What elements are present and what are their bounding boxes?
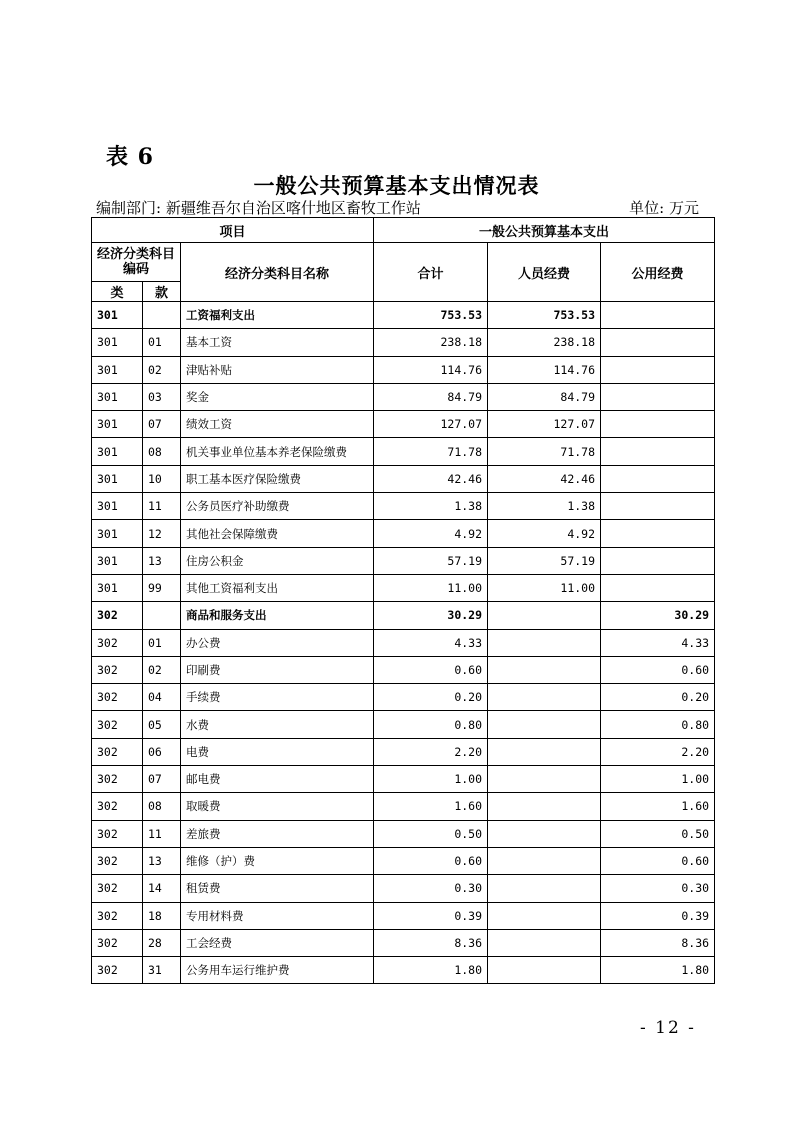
cell-personnel: 4.92 (488, 520, 601, 547)
cell-public (601, 302, 715, 329)
cell-name: 基本工资 (181, 329, 374, 356)
cell-personnel (488, 656, 601, 683)
cell-total: 0.80 (374, 711, 488, 738)
table-row (92, 929, 715, 956)
cell-name: 租赁费 (181, 875, 374, 902)
cell-total: 1.00 (374, 766, 488, 793)
cell-kuan: 04 (143, 684, 181, 711)
cell-lei: 302 (92, 820, 143, 847)
cell-personnel: 238.18 (488, 329, 601, 356)
cell-personnel: 753.53 (488, 302, 601, 329)
table-row (92, 329, 715, 356)
header-row-top (92, 218, 715, 243)
cell-personnel: 114.76 (488, 356, 601, 383)
cell-total: 57.19 (374, 547, 488, 574)
cell-public: 30.29 (601, 602, 715, 629)
cell-public (601, 574, 715, 601)
header-public: 公用经费 (601, 243, 715, 302)
cell-lei: 301 (92, 520, 143, 547)
table-row (92, 493, 715, 520)
table-row (92, 820, 715, 847)
cell-kuan: 11 (143, 493, 181, 520)
cell-name: 工资福利支出 (181, 302, 374, 329)
cell-kuan: 06 (143, 738, 181, 765)
cell-public (601, 411, 715, 438)
cell-name: 津贴补贴 (181, 356, 374, 383)
cell-kuan: 01 (143, 329, 181, 356)
cell-name: 其他社会保障缴费 (181, 520, 374, 547)
cell-personnel (488, 847, 601, 874)
table-row (92, 356, 715, 383)
cell-personnel (488, 957, 601, 984)
cell-kuan: 08 (143, 793, 181, 820)
cell-name: 专用材料费 (181, 902, 374, 929)
cell-personnel: 42.46 (488, 465, 601, 492)
cell-lei: 301 (92, 383, 143, 410)
cell-total: 71.78 (374, 438, 488, 465)
cell-public: 1.00 (601, 766, 715, 793)
cell-public: 0.30 (601, 875, 715, 902)
cell-kuan: 11 (143, 820, 181, 847)
cell-lei: 302 (92, 957, 143, 984)
cell-kuan: 99 (143, 574, 181, 601)
header-row-main (92, 243, 715, 282)
cell-public (601, 438, 715, 465)
cell-name: 取暖费 (181, 793, 374, 820)
cell-kuan: 01 (143, 629, 181, 656)
cell-lei: 301 (92, 574, 143, 601)
table-row (92, 602, 715, 629)
cell-kuan: 07 (143, 766, 181, 793)
cell-total: 4.92 (374, 520, 488, 547)
cell-lei: 302 (92, 684, 143, 711)
cell-total: 238.18 (374, 329, 488, 356)
cell-kuan: 12 (143, 520, 181, 547)
cell-name: 机关事业单位基本养老保险缴费 (181, 438, 374, 465)
table-row (92, 766, 715, 793)
cell-personnel: 1.38 (488, 493, 601, 520)
table-row (92, 302, 715, 329)
cell-total: 1.80 (374, 957, 488, 984)
cell-lei: 302 (92, 656, 143, 683)
cell-personnel: 11.00 (488, 574, 601, 601)
cell-personnel (488, 875, 601, 902)
cell-public: 2.20 (601, 738, 715, 765)
table-row (92, 465, 715, 492)
cell-lei: 302 (92, 629, 143, 656)
cell-name: 公务员医疗补助缴费 (181, 493, 374, 520)
cell-name: 公务用车运行维护费 (181, 957, 374, 984)
cell-total: 753.53 (374, 302, 488, 329)
cell-total: 42.46 (374, 465, 488, 492)
cell-public: 0.39 (601, 902, 715, 929)
page-number: - 12 - (640, 1018, 696, 1038)
cell-total: 0.20 (374, 684, 488, 711)
cell-kuan: 13 (143, 547, 181, 574)
cell-lei: 302 (92, 738, 143, 765)
header-total: 合计 (374, 243, 488, 302)
cell-name: 邮电费 (181, 766, 374, 793)
cell-total: 0.30 (374, 875, 488, 902)
cell-personnel (488, 602, 601, 629)
cell-name: 住房公积金 (181, 547, 374, 574)
cell-name: 工会经费 (181, 929, 374, 956)
cell-personnel (488, 629, 601, 656)
header-personnel: 人员经费 (488, 243, 601, 302)
header-item: 项目 (92, 218, 374, 243)
cell-kuan: 31 (143, 957, 181, 984)
cell-kuan: 03 (143, 383, 181, 410)
cell-kuan: 07 (143, 411, 181, 438)
budget-table (91, 217, 715, 984)
cell-kuan: 28 (143, 929, 181, 956)
cell-personnel (488, 684, 601, 711)
cell-personnel (488, 766, 601, 793)
table-row (92, 520, 715, 547)
cell-name: 绩效工资 (181, 411, 374, 438)
cell-lei: 302 (92, 793, 143, 820)
cell-public (601, 329, 715, 356)
cell-lei: 302 (92, 875, 143, 902)
table-row (92, 411, 715, 438)
cell-kuan: 10 (143, 465, 181, 492)
cell-lei: 302 (92, 847, 143, 874)
cell-total: 4.33 (374, 629, 488, 656)
cell-public: 8.36 (601, 929, 715, 956)
cell-public (601, 383, 715, 410)
cell-kuan: 05 (143, 711, 181, 738)
table-row (92, 847, 715, 874)
cell-name: 印刷费 (181, 656, 374, 683)
cell-kuan (143, 302, 181, 329)
cell-personnel (488, 738, 601, 765)
cell-lei: 301 (92, 438, 143, 465)
table-row (92, 957, 715, 984)
cell-total: 127.07 (374, 411, 488, 438)
header-name: 经济分类科目名称 (181, 243, 374, 302)
header-expense-group: 一般公共预算基本支出 (374, 218, 715, 243)
cell-lei: 301 (92, 356, 143, 383)
header-kuan: 款 (143, 282, 181, 302)
table-row (92, 711, 715, 738)
cell-public (601, 493, 715, 520)
table-row (92, 629, 715, 656)
header-code: 经济分类科目编码 (92, 243, 181, 282)
cell-name: 其他工资福利支出 (181, 574, 374, 601)
cell-lei: 302 (92, 711, 143, 738)
cell-public (601, 520, 715, 547)
cell-public: 1.80 (601, 957, 715, 984)
cell-kuan: 13 (143, 847, 181, 874)
cell-lei: 301 (92, 411, 143, 438)
cell-total: 0.50 (374, 820, 488, 847)
cell-public: 0.60 (601, 656, 715, 683)
header-lei: 类 (92, 282, 143, 302)
cell-total: 0.39 (374, 902, 488, 929)
unit-label: 单位: 万元 (629, 199, 699, 217)
cell-public: 4.33 (601, 629, 715, 656)
table-row (92, 738, 715, 765)
cell-public (601, 356, 715, 383)
cell-public: 0.80 (601, 711, 715, 738)
cell-personnel (488, 929, 601, 956)
table-label: 表 6 (106, 144, 154, 170)
cell-lei: 302 (92, 902, 143, 929)
cell-name: 手续费 (181, 684, 374, 711)
cell-total: 2.20 (374, 738, 488, 765)
cell-lei: 302 (92, 602, 143, 629)
cell-personnel: 71.78 (488, 438, 601, 465)
cell-total: 1.60 (374, 793, 488, 820)
department-label: 编制部门: 新疆维吾尔自治区喀什地区畜牧工作站 (96, 199, 421, 217)
cell-total: 1.38 (374, 493, 488, 520)
table-row (92, 547, 715, 574)
table-row (92, 438, 715, 465)
cell-personnel: 127.07 (488, 411, 601, 438)
cell-kuan: 08 (143, 438, 181, 465)
cell-kuan: 14 (143, 875, 181, 902)
cell-personnel: 57.19 (488, 547, 601, 574)
cell-total: 11.00 (374, 574, 488, 601)
cell-total: 84.79 (374, 383, 488, 410)
cell-public (601, 547, 715, 574)
table-row (92, 656, 715, 683)
cell-total: 8.36 (374, 929, 488, 956)
cell-personnel: 84.79 (488, 383, 601, 410)
cell-total: 30.29 (374, 602, 488, 629)
cell-total: 0.60 (374, 656, 488, 683)
table-row (92, 684, 715, 711)
cell-lei: 301 (92, 302, 143, 329)
cell-name: 差旅费 (181, 820, 374, 847)
cell-lei: 301 (92, 547, 143, 574)
table-row (92, 902, 715, 929)
cell-total: 114.76 (374, 356, 488, 383)
cell-kuan: 02 (143, 356, 181, 383)
cell-lei: 302 (92, 766, 143, 793)
table-row (92, 574, 715, 601)
cell-personnel (488, 793, 601, 820)
cell-personnel (488, 820, 601, 847)
cell-total: 0.60 (374, 847, 488, 874)
cell-personnel (488, 902, 601, 929)
cell-public: 1.60 (601, 793, 715, 820)
cell-public: 0.20 (601, 684, 715, 711)
cell-public: 0.50 (601, 820, 715, 847)
cell-public (601, 465, 715, 492)
cell-name: 办公费 (181, 629, 374, 656)
cell-public: 0.60 (601, 847, 715, 874)
cell-personnel (488, 711, 601, 738)
cell-name: 奖金 (181, 383, 374, 410)
cell-lei: 301 (92, 493, 143, 520)
cell-lei: 301 (92, 329, 143, 356)
cell-kuan (143, 602, 181, 629)
page-title: 一般公共预算基本支出情况表 (253, 173, 540, 198)
cell-name: 商品和服务支出 (181, 602, 374, 629)
table-row (92, 875, 715, 902)
cell-name: 职工基本医疗保险缴费 (181, 465, 374, 492)
cell-name: 水费 (181, 711, 374, 738)
cell-lei: 301 (92, 465, 143, 492)
cell-kuan: 18 (143, 902, 181, 929)
cell-kuan: 02 (143, 656, 181, 683)
cell-name: 维修（护）费 (181, 847, 374, 874)
cell-name: 电费 (181, 738, 374, 765)
cell-lei: 302 (92, 929, 143, 956)
table-row (92, 793, 715, 820)
table-row (92, 383, 715, 410)
